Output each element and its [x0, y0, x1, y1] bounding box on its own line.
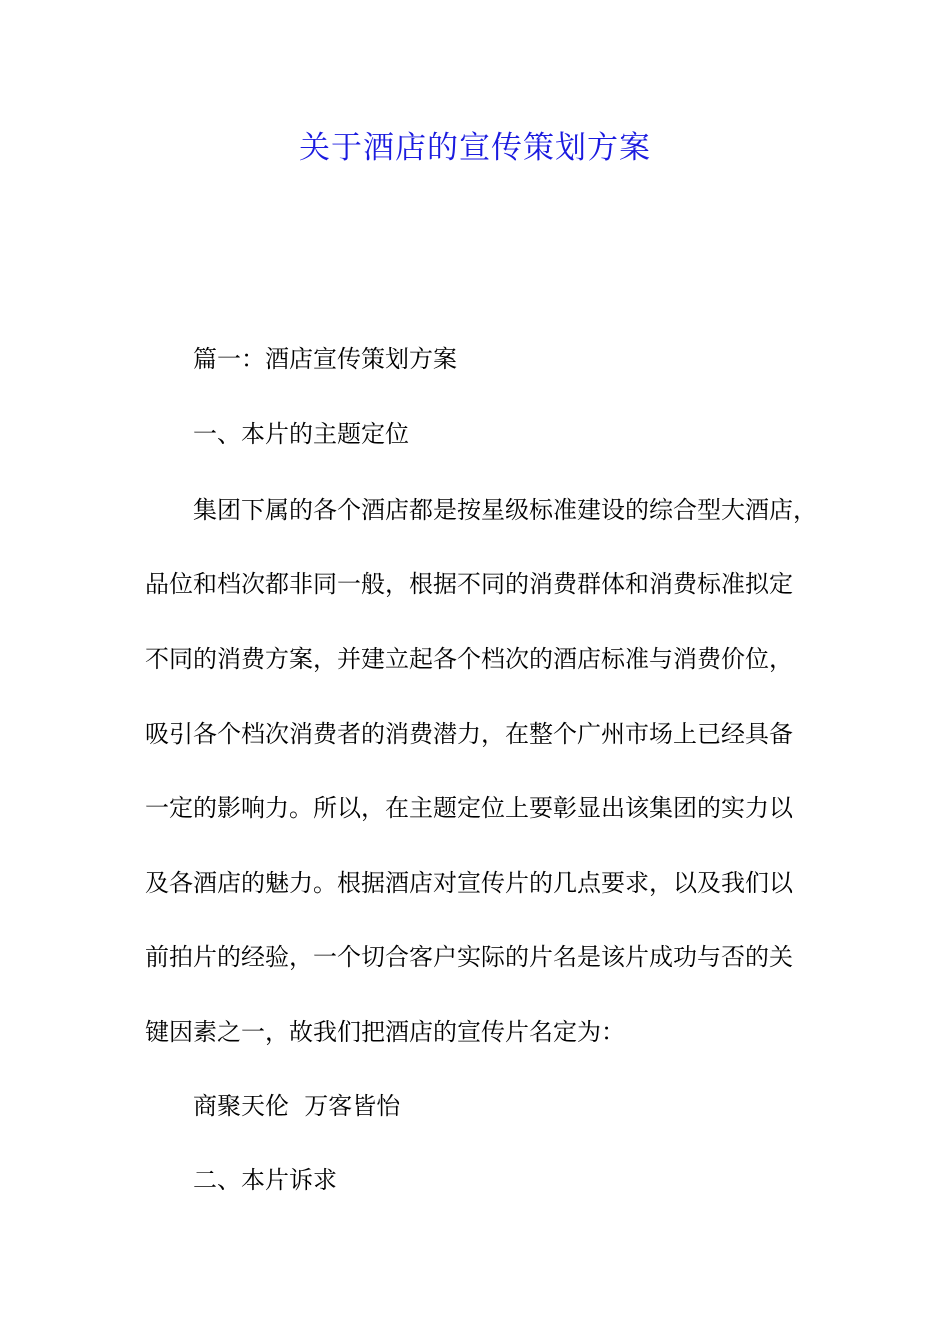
film-title-text: 商聚天伦 万客皆怡	[193, 1092, 401, 1120]
body-text-line: 键因素之一，故我们把酒店的宣传片名定为：	[145, 1018, 625, 1046]
section-heading-theme: 一、本片的主题定位	[193, 420, 409, 448]
body-text-line: 不同的消费方案，并建立起各个档次的酒店标准与消费价位，	[145, 645, 793, 673]
body-text-line: 前拍片的经验，一个切合客户实际的片名是该片成功与否的关	[145, 943, 793, 971]
document-title: 关于酒店的宣传策划方案	[299, 130, 651, 166]
body-text-line: 吸引各个档次消费者的消费潜力，在整个广州市场上已经具备	[145, 720, 793, 748]
body-text-line: 品位和档次都非同一般，根据不同的消费群体和消费标准拟定	[145, 570, 793, 598]
section-heading-part-one: 篇一：酒店宣传策划方案	[193, 345, 457, 373]
body-text-line: 集团下属的各个酒店都是按星级标准建设的综合型大酒店，	[193, 496, 817, 524]
section-heading-appeal: 二、本片诉求	[193, 1166, 337, 1194]
body-text-line: 一定的影响力。所以，在主题定位上要彰显出该集团的实力以	[145, 794, 793, 822]
body-text-line: 及各酒店的魅力。根据酒店对宣传片的几点要求，以及我们以	[145, 869, 793, 897]
